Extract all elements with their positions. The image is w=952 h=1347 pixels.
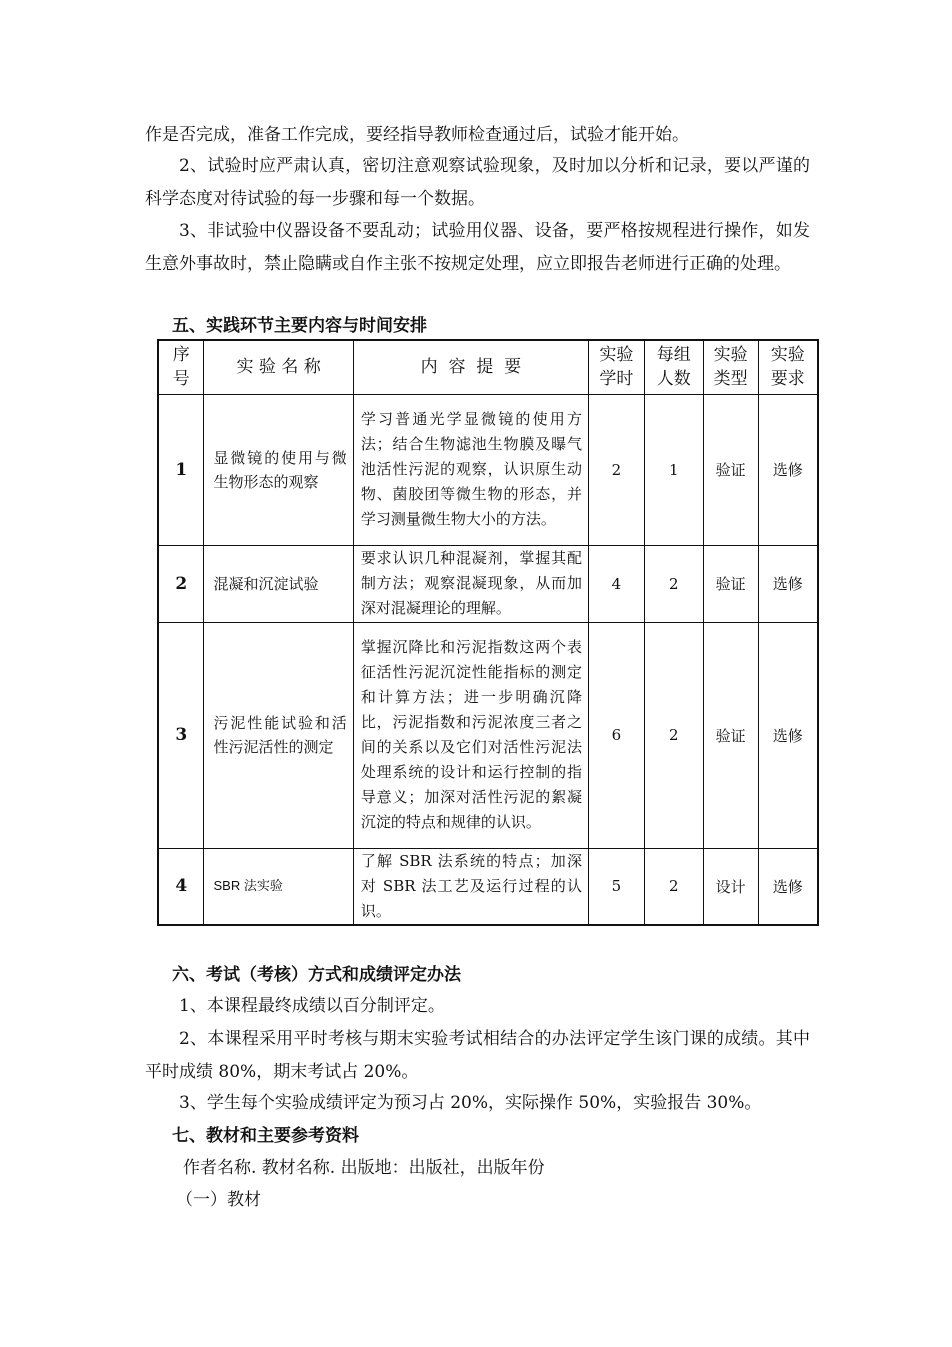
row-seq: 3 [158, 622, 204, 848]
row-type: 设计 [703, 848, 758, 925]
row-name: 混凝和沉淀试验 [204, 545, 353, 622]
section6-item-1: 1、本课程最终成绩以百分制评定。 [179, 996, 445, 1016]
row-type: 验证 [703, 622, 758, 848]
row-hours: 4 [588, 545, 644, 622]
header-hours: 实验学时 [588, 340, 644, 394]
intro-item-2: 2、试验时应严肃认真，密切注意观察试验现象，及时加以分析和记录，要以严谨的科学态度对待试验的每一步骤和每一个数据。 [145, 156, 810, 209]
section6-title: 六、考试（考核）方式和成绩评定办法 [172, 965, 461, 985]
header-type: 实验类型 [703, 340, 758, 394]
row-req: 选修 [758, 848, 818, 925]
row-content: 学习普通光学显微镜的使用方法；结合生物滤池生物膜及曝气池活性污泥的观察，认识原生动物、菌胶团等微生物的形态，并学习测量微生物大小的方法。 [353, 394, 588, 545]
experiment-schedule-table [157, 339, 819, 926]
section7-sub-textbook: （一）教材 [176, 1190, 261, 1210]
table-header-row [158, 340, 818, 394]
row-group: 2 [644, 622, 703, 848]
row-type: 验证 [703, 394, 758, 545]
row-hours: 5 [588, 848, 644, 925]
header-req: 实验要求 [758, 340, 818, 394]
row-name: SBR 法实验 [204, 848, 353, 925]
table-row [158, 622, 818, 848]
row-seq: 1 [158, 394, 204, 545]
table-row [158, 545, 818, 622]
header-seq: 序号 [158, 340, 204, 394]
section5-title: 五、实践环节主要内容与时间安排 [172, 316, 427, 336]
row-req: 选修 [758, 622, 818, 848]
row-type: 验证 [703, 545, 758, 622]
row-group: 1 [644, 394, 703, 545]
section6-item-3: 3、学生每个实验成绩评定为预习占 20%，实际操作 50%，实验报告 30%。 [179, 1093, 762, 1113]
row-group: 2 [644, 545, 703, 622]
row-name: 显微镜的使用与微生物形态的观察 [204, 394, 353, 545]
row-content: 掌握沉降比和污泥指数这两个表征活性污泥沉淀性能指标的测定和计算方法；进一步明确沉降比，污泥指数和污泥浓度三者之间的关系以及它们对活性污泥法处理系统的设计和运行控制的指导意义；加深对活性污泥的絮凝沉淀的特点和规律的认识。 [353, 622, 588, 848]
section7-format-line: 作者名称. 教材名称. 出版地：出版社，出版年份 [183, 1158, 545, 1178]
header-name: 实 验 名 称 [204, 340, 353, 394]
table-row [158, 394, 818, 545]
row-req: 选修 [758, 394, 818, 545]
row-group: 2 [644, 848, 703, 925]
row-req: 选修 [758, 545, 818, 622]
row-seq: 4 [158, 848, 204, 925]
intro-item-3: 3、非试验中仪器设备不要乱动；试验用仪器、设备，要严格按规程进行操作，如发生意外事故时，禁止隐瞒或自作主张不按规定处理，应立即报告老师进行正确的处理。 [145, 221, 810, 274]
row-hours: 2 [588, 394, 644, 545]
section6-item-2: 2、本课程采用平时考核与期末实验考试相结合的办法评定学生该门课的成绩。其中平时成绩 80%，期末考试占 20%。 [145, 1029, 810, 1082]
intro-line: 作是否完成，准备工作完成，要经指导教师检查通过后，试验才能开始。 [145, 125, 689, 145]
section7-title: 七、教材和主要参考资料 [172, 1126, 359, 1146]
header-content: 内 容 提 要 [353, 340, 588, 394]
row-content: 了解 SBR 法系统的特点；加深对 SBR 法工艺及运行过程的认识。 [353, 848, 588, 925]
row-hours: 6 [588, 622, 644, 848]
row-name: 污泥性能试验和活性污泥活性的测定 [204, 622, 353, 848]
header-group: 每组人数 [644, 340, 703, 394]
row-seq: 2 [158, 545, 204, 622]
table-row [158, 848, 818, 925]
row-content: 要求认识几种混凝剂，掌握其配制方法；观察混凝现象，从而加深对混凝理论的理解。 [353, 545, 588, 622]
